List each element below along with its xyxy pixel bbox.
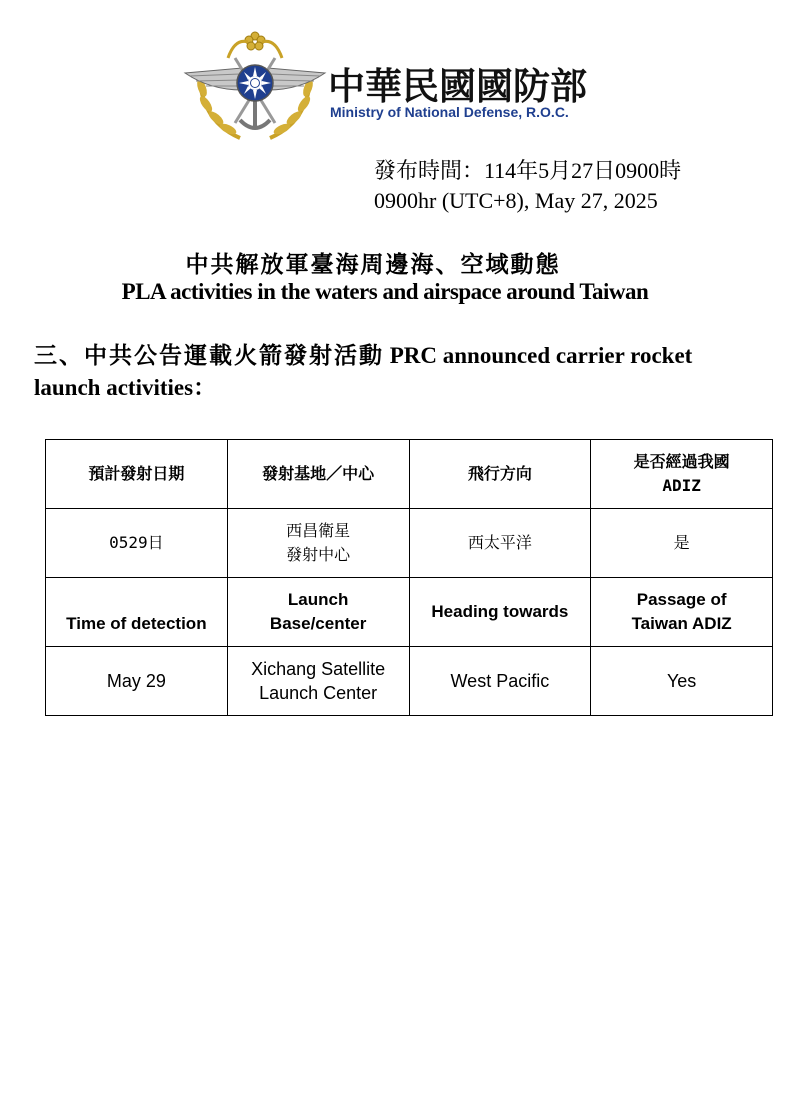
header-cell: 預計發射日期 — [46, 440, 228, 509]
table-cell — [227, 647, 409, 716]
header-cell: 飛行方向 — [409, 440, 591, 509]
title-zh: 中共解放軍臺海周邊海、空域動態 — [185, 252, 561, 278]
header-cell-line: 是否經過我國 — [633, 452, 730, 471]
release-time-zh: 發布時間：114年5月27日0900時 — [374, 158, 682, 183]
table-cell-line: Launch Center — [259, 683, 378, 703]
section-heading-colon: ： — [193, 375, 219, 401]
header-cell — [591, 578, 773, 647]
table-header-row-en — [46, 578, 773, 647]
org-name-zh: 中華民國國防部 — [328, 65, 587, 108]
table-cell: 是 — [591, 509, 773, 578]
mnd-emblem-icon — [180, 28, 330, 148]
header-cell-line: ADIZ — [662, 476, 701, 495]
header-cell — [227, 578, 409, 647]
table-cell-line: 西昌衛星 — [286, 521, 351, 540]
header-cell — [591, 440, 773, 509]
table-cell: May 29 — [46, 647, 228, 716]
table-row — [46, 647, 773, 716]
header-cell-line: Passage of — [636, 590, 727, 609]
header-cell-line: Launch — [287, 590, 349, 609]
header-cell: Heading towards — [409, 578, 591, 647]
table-cell: 西太平洋 — [409, 509, 591, 578]
table-cell: West Pacific — [409, 647, 591, 716]
section-heading — [34, 340, 734, 404]
table-cell: Yes — [591, 647, 773, 716]
header-cell-line: Taiwan ADIZ — [631, 614, 732, 633]
header-cell: Time of detection — [46, 578, 228, 647]
header-cell-line: Base/center — [269, 614, 367, 633]
table-cell-line: Xichang Satellite — [251, 659, 386, 679]
title-en: PLA activities in the waters and airspace around Taiwan — [121, 279, 649, 304]
section-heading-zh: 三、中共公告運載火箭發射活動 — [34, 343, 384, 369]
table-cell: 0529日 — [46, 509, 228, 578]
table-cell-line: 發射中心 — [286, 545, 351, 564]
table-row — [46, 509, 773, 578]
table-header-row-zh — [46, 440, 773, 509]
table-cell — [227, 509, 409, 578]
section-heading-en: PRC announced carrier rocket launch activities — [34, 343, 693, 400]
org-name-en: Ministry of National Defense, R.O.C. — [330, 104, 569, 120]
launch-table — [45, 439, 773, 716]
release-time-en: 0900hr (UTC+8), May 27, 2025 — [374, 188, 658, 213]
header-cell: 發射基地／中心 — [227, 440, 409, 509]
